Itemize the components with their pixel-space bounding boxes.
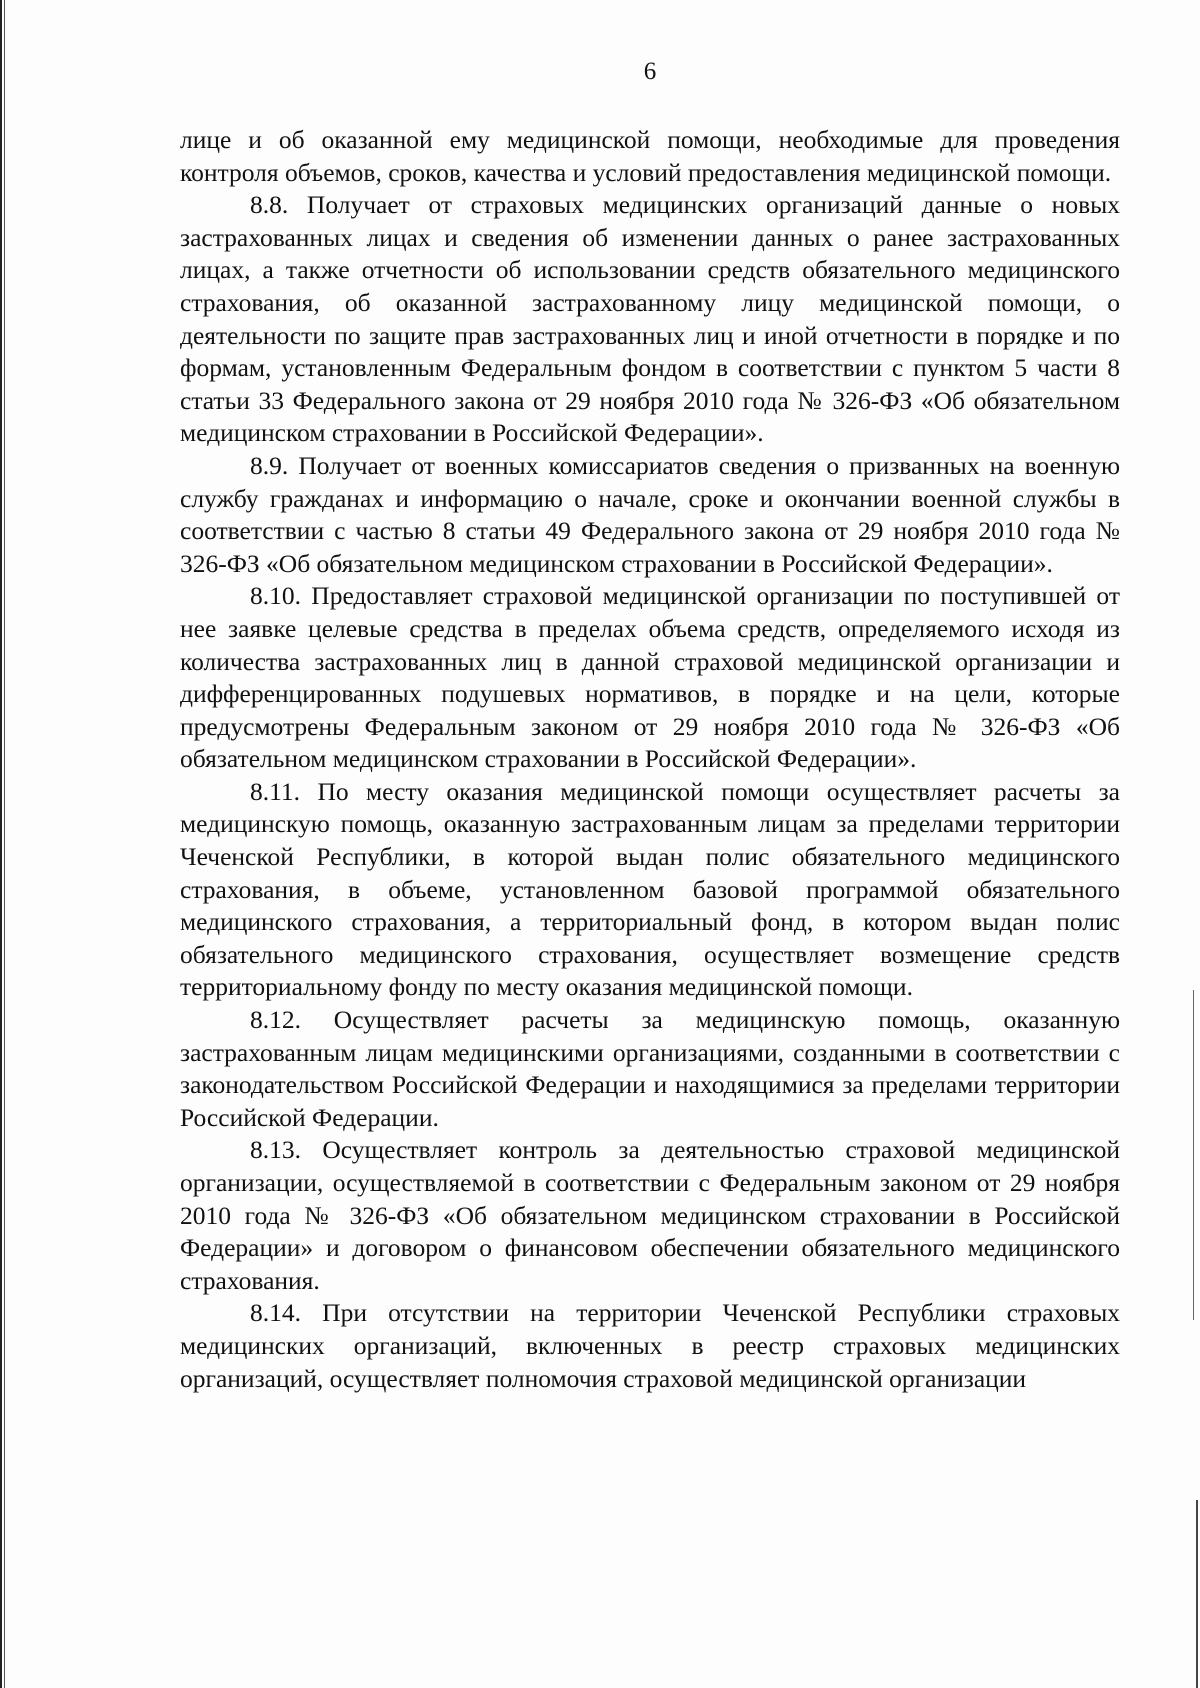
paragraph-8-13: 8.13. Осуществляет контроль за деятельностью страховой медицинской организации, осуществляемой в соответствии с Федеральным законом от 29 ноября 2010 года № 326-ФЗ «Об обязательном медицинском страховании в Российской Федерации» и договором о финансовом обеспечении обязательного медицинского страхования. xyxy=(180,1135,1120,1295)
scan-edge-right-lower xyxy=(1196,1500,1198,1688)
scan-edge-left xyxy=(0,0,2,1688)
paragraph-8-8: 8.8. Получает от страховых медицинских организаций данные о новых застрахованных лицах и сведения об изменении данных о ранее застрахованных лицах, а также отчетности об использовании средств обязательного медицинского страхования, об оказанной застрахованному лицу медицинской помощи, о деятельности по защите прав застрахованных лиц и иной отчетности в порядке и по формам, установленным Федеральным фондом в соответствии с пунктом 5 части 8 статьи 33 Федерального закона от 29 ноября 2010 года № 326-ФЗ «Об обязательном медицинском страховании в Российской Федерации». xyxy=(180,190,1120,448)
scan-edge-left-inner xyxy=(4,0,5,1688)
paragraph-8-11: 8.11. По месту оказания медицинской помощи осуществляет расчеты за медицинскую помощь, оказанную застрахованным лицам за пределами территории Чеченской Республики, в которой выдан полис обязательного медицинского страхования, в объеме, установленном базовой программой обязательного медицинского страхования, а территориальный фонд, в котором выдан полис обязательного медицинского страхования, осуществляет возмещение средств территориальному фонду по месту оказания медицинской помощи. xyxy=(180,776,1120,1002)
paragraph-8-9: 8.9. Получает от военных комиссариатов сведения о призванных на военную службу гражданах и информацию о начале, сроке и окончании военной службы в соответствии с частью 8 статьи 49 Федерального закона от 29 ноября 2010 года № 326-ФЗ «Об обязательном медицинском страховании в Российской Федерации». xyxy=(180,450,1120,578)
paragraph-8-14: 8.14. При отсутствии на территории Чеченской Республики страховых медицинских организаций, включенных в реестр страховых медицинских организаций, осуществляет полномочия страховой медицинской организации xyxy=(180,1298,1120,1393)
paragraph-8-12: 8.12. Осуществляет расчеты за медицинскую помощь, оказанную застрахованным лицам медицинскими организациями, созданными в соответствии с законодательством Российской Федерации и находящимися за пределами территории Российской Федерации. xyxy=(180,1005,1120,1132)
page-number: 6 xyxy=(643,58,657,85)
paragraph-continuation: лице и об оказанной ему медицинской помощи, необходимые для проведения контроля объемов, сроков, качества и условий предоставления медицинской помощи. xyxy=(180,125,1120,187)
document-body xyxy=(180,124,1120,1395)
paragraph-8-10: 8.10. Предоставляет страховой медицинской организации по поступившей от нее заявке целевые средства в пределах объема средств, определяемого исходя из количества застрахованных лиц в данной страховой медицинской организации и дифференцированных подушевых нормативов, в порядке и на цели, которые предусмотрены Федеральным законом от 29 ноября 2010 года № 326-ФЗ «Об обязательном медицинском страховании в Российской Федерации». xyxy=(180,581,1120,774)
scan-edge-right xyxy=(1193,990,1194,1320)
